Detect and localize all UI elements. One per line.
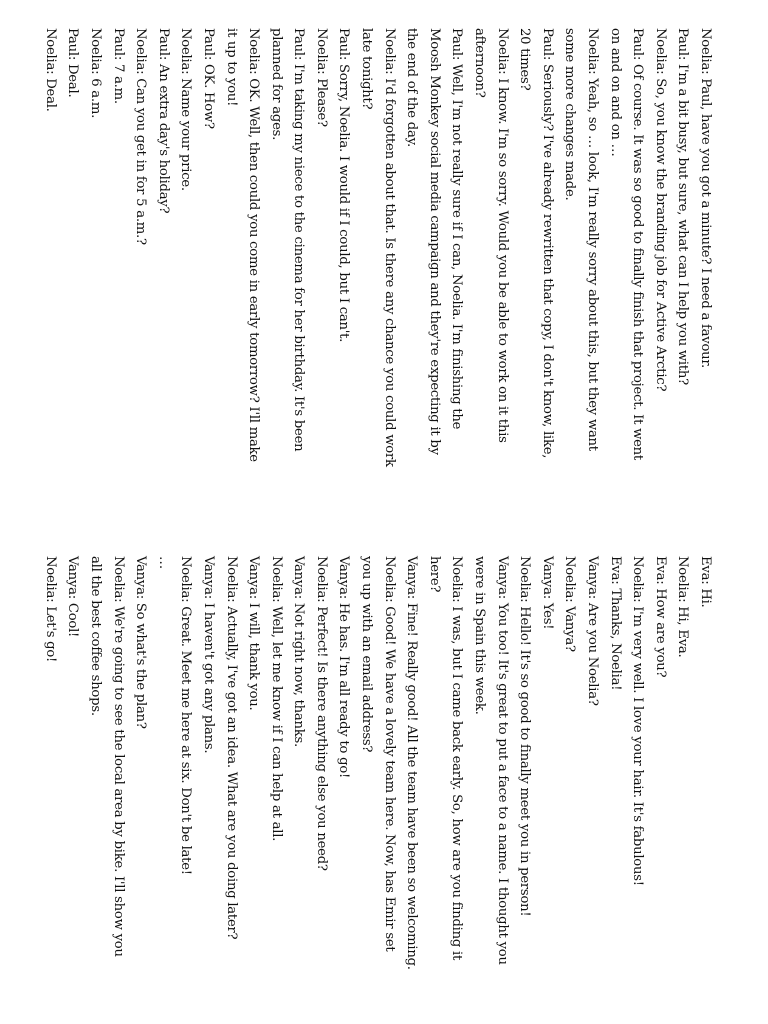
dialogue-line: Vanya: So what's the plan? — [133, 556, 149, 729]
dialogue-line: Noelia: Deal. — [42, 28, 58, 112]
dialogue-line: Noelia: Can you get in for 5 a.m.? — [133, 28, 149, 245]
dialogue-line: Noelia: We're going to see the local area by bike. I'll show you all the best coffee shops. — [87, 556, 126, 957]
dialogue-line: Noelia: I'd forgotten about that. Is there any chance you could work late tonight? — [359, 28, 397, 467]
dialogue-line: Paul: OK. How? — [200, 28, 216, 129]
dialogue-line: Paul: Sorry, Noelia. I would if I could, but I can't. — [336, 28, 352, 343]
dialogue-line: Paul: Seriously? I've already rewritten that copy, I don't know, like, 20 times? — [517, 28, 555, 459]
dialogue-line: Paul: I'm taking my niece to the cinema for her birthday. It's been planned for ages. — [268, 28, 307, 452]
dialogue-line: Paul: Of course. It was so good to finally finish that project. It went on and on and on … — [607, 28, 646, 460]
dialogue-line: Noelia: Actually, I've got an idea. What are you doing later? — [223, 556, 239, 940]
dialogue-line: Noelia: Please? — [313, 28, 329, 127]
dialogue-line: Noelia: Perfect! Is there anything else you need? — [313, 556, 329, 871]
dialogue-line: Noelia: Yeah, so … look, I'm really sorry about this, but they want some more changes made. — [562, 28, 601, 451]
dialogue-line: Noelia: Great. Meet me here at six. Don't be late! — [178, 556, 194, 875]
dialogue-line: Vanya: Not right now, thanks. — [291, 556, 307, 747]
dialogue-line: Paul: I'm a bit busy, but sure, what can I help you with? — [675, 28, 691, 386]
dialogue-one — [38, 28, 716, 468]
dialogue-line: Noelia: Vanya? — [562, 556, 578, 652]
dialogue-line: Paul: An extra day's holiday? — [155, 28, 171, 214]
dialogue-line: Paul: Deal. — [65, 28, 81, 98]
dialogue-line: Noelia: Let's go! — [42, 556, 58, 663]
dialogue-line: Noelia: Well, let me know if I can help at all. — [268, 556, 284, 842]
dialogue-line: Noelia: Hi, Eva. — [675, 556, 691, 658]
dialogue-line: Eva: How are you? — [652, 556, 668, 678]
dialogue-line: Vanya: I haven't got any plans. — [200, 556, 216, 754]
dialogue-line: Noelia: Name your price. — [178, 28, 194, 191]
dialogue-line: Noelia: Good! We have a lovely team here. Now, has Emir set you up with an email address? — [359, 556, 397, 952]
dialogue-line: … — [155, 556, 171, 569]
dialogue-line: Vanya: I will, thank you. — [246, 556, 262, 711]
dialogue-line: Paul: 7 a.m. — [110, 28, 126, 104]
dialogue-line: Noelia: So, you know the branding job for Active Arctic? — [652, 28, 668, 392]
dialogue-line: Vanya: Fine! Really good! All the team have been so welcoming. — [404, 556, 420, 970]
dialogue-line: Noelia: I know. I'm so sorry. Would you be able to work on it this afternoon? — [472, 28, 510, 443]
dialogue-line: Eva: Hi. — [698, 556, 713, 608]
dialogue-line: Noelia: Hello! It's so good to finally meet you in person! — [517, 556, 533, 917]
dialogue-line: Vanya: Yes! — [539, 556, 555, 630]
dialogue-line: Vanya: He has. I'm all ready to go! — [336, 556, 352, 779]
dialogue-line: Noelia: I was, but I came back early. So, how are you finding it here? — [426, 556, 465, 961]
dialogue-two — [38, 556, 716, 976]
dialogue-line: Eva: Thanks, Noelia! — [607, 556, 623, 691]
dialogue-line: Vanya: You too! It's great to put a face to a name. I thought you were in Spain this week. — [472, 556, 510, 965]
dialogue-line: Vanya: Cool! — [65, 556, 81, 638]
dialogue-line: Paul: Well, I'm not really sure if I can, Noelia. I'm finishing the Moosh Monkey social media campaign and they're expecting it by the end of the day. — [404, 28, 465, 455]
dialogue-line: Vanya: Are you Noelia? — [585, 556, 601, 706]
dialogue-line: Noelia: 6 a.m. — [87, 28, 103, 119]
dialogue-line: Noelia: OK. Well, then could you come in early tomorrow? I'll make it up to you! — [223, 28, 262, 462]
dialogue-line: Noelia: Paul, have you got a minute? I need a favour. — [698, 28, 713, 368]
dialogue-line: Noelia: I'm very well. I love your hair. It's fabulous! — [630, 556, 646, 886]
